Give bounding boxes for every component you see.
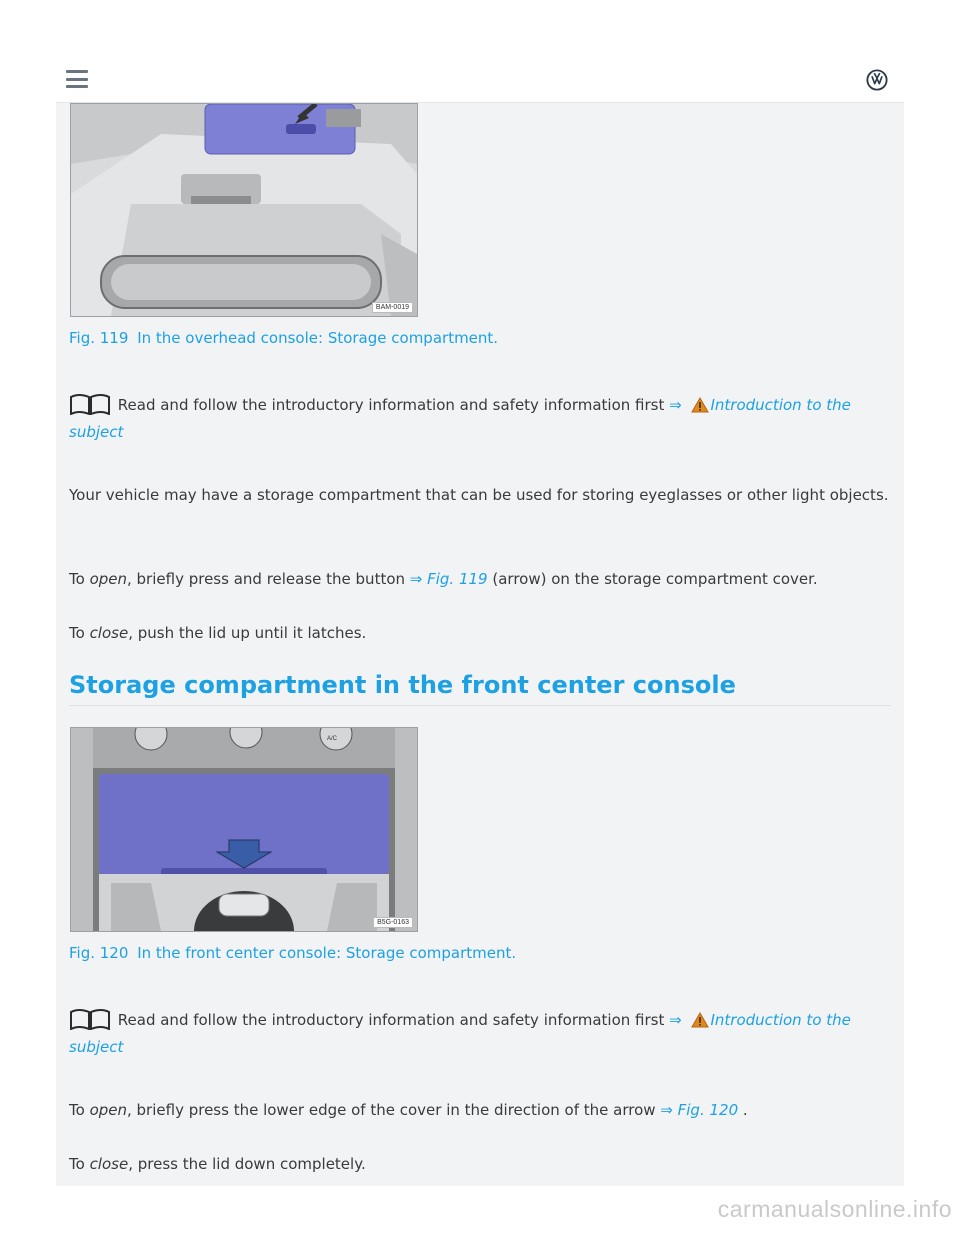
top-bar (56, 56, 904, 103)
figure-119-image (70, 103, 418, 317)
text-segment: To (69, 570, 90, 588)
watermark-text: carmanualsonline.info (717, 1196, 952, 1222)
note-arrow[interactable]: ⇒ (669, 396, 682, 414)
text-segment: To (69, 1155, 90, 1173)
emphasis-close: close (89, 1155, 129, 1173)
emphasis-close: close (89, 624, 129, 642)
caption-text: In the front center console: Storage compartment. (137, 944, 517, 962)
manual-content (56, 103, 904, 1186)
figure-number: Fig. 120 (69, 944, 129, 962)
paragraph-open (69, 564, 889, 595)
paragraph-open (69, 1095, 889, 1126)
warning-triangle-icon (691, 1012, 709, 1028)
note-text: Read and follow the introductory information and safety information first (117, 396, 665, 414)
figure-120-image (70, 727, 418, 932)
emphasis-open: open (89, 1101, 127, 1119)
fig-120-link[interactable]: ⇒ Fig. 120 (660, 1101, 739, 1119)
figure-code: B5G-0163 (373, 917, 413, 928)
fig-119-link[interactable]: ⇒ Fig. 119 (409, 570, 488, 588)
figure-120-caption (69, 944, 516, 962)
book-icon (69, 393, 111, 415)
figure-119-caption (69, 329, 498, 347)
vw-logo-icon[interactable] (866, 69, 888, 91)
emphasis-open: open (89, 570, 127, 588)
warning-triangle-icon (691, 397, 709, 413)
caption-text: In the overhead console: Storage compartment. (137, 329, 499, 347)
safety-note (69, 392, 889, 446)
text-segment: To (69, 624, 90, 642)
figure-code: BAM-0019 (372, 302, 413, 313)
text-segment: (arrow) on the storage compartment cover. (487, 570, 818, 588)
svg-text:A/C: A/C (327, 736, 338, 742)
text-segment: , briefly press and release the button (127, 570, 410, 588)
text-segment: To (69, 1101, 90, 1119)
text-segment: . (738, 1101, 748, 1119)
section-heading: Storage compartment in the front center console (69, 671, 891, 706)
introduction-link[interactable]: Introduction to the subject (69, 396, 851, 441)
note-text: Read and follow the introductory information and safety information first (117, 1011, 665, 1029)
book-icon (69, 1008, 111, 1030)
paragraph-eyeglasses: Your vehicle may have a storage compartment that can be used for storing eyeglasses or other light objects. (69, 486, 889, 504)
hamburger-menu-icon[interactable] (66, 70, 88, 88)
text-segment: , briefly press the lower edge of the cover in the direction of the arrow (127, 1101, 661, 1119)
text-segment: , push the lid up until it latches. (128, 624, 367, 642)
introduction-link[interactable]: Introduction to the subject (69, 1011, 851, 1056)
paragraph-close (69, 1149, 889, 1180)
figure-number: Fig. 119 (69, 329, 129, 347)
safety-note (69, 1007, 889, 1061)
paragraph-close (69, 618, 889, 649)
text-segment: , press the lid down completely. (128, 1155, 366, 1173)
note-arrow[interactable]: ⇒ (669, 1011, 682, 1029)
